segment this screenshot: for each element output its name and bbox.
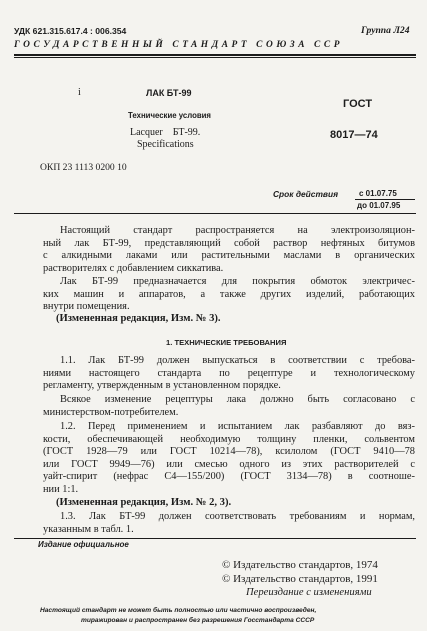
intro-paragraph-2 [43,276,415,314]
text-line: уайт-спирит (нефрас С4—155/200) (ГОСТ 3134—78) в соотноше- [43,471,415,483]
validity-label: Срок действия [273,189,339,199]
text-line: ких машин и аппаратов, а также других изделий, работающих [43,288,415,300]
validity-rule [14,213,416,214]
text-line: Лак БТ-99 предназначается для покрытия обмоток электричес- [60,276,415,287]
text-line: 1.3. Лак БТ-99 должен соответствовать требованиям и нормам, [60,511,415,522]
reissue-note: Переиздание с изменениями [246,587,372,598]
text-line: регламенту, утвержденным в установленном порядке. [43,380,281,392]
intro-paragraph-1 [43,225,415,275]
text-line: (ГОСТ 1928—79 или ГОСТ 10214—78), ксилолом (ГОСТ 9410—78 [43,446,415,458]
validity-divider [355,199,415,200]
validity-to: до 01.07.95 [357,201,401,210]
validity-from: с 01.07.75 [359,189,397,198]
reproduction-notice-line1: Настоящий стандарт не может быть полностью или частично воспроизведен, [40,607,317,614]
header-rule-bottom [14,57,416,58]
english-title-line2: Specifications [137,139,194,150]
clause-1-1 [43,355,415,393]
document-subtitle: Технические условия [128,111,211,120]
clause-1-2-revision-note: (Измененная редакция, Изм. № 2, 3). [56,497,232,508]
margin-marker: і [78,87,81,98]
gost-number: 8017—74 [330,129,378,141]
intro-revision-note: (Измененная редакция, Изм. № 3). [56,313,221,324]
gost-label: ГОСТ [343,98,373,110]
clause-1-1-approval [43,394,415,419]
text-line: или ГОСТ 9949—76) или смесью одного из этих растворителей с [43,458,415,470]
section-1-heading: 1. ТЕХНИЧЕСКИЕ ТРЕБОВАНИЯ [166,338,287,347]
text-line: внутри помещения. [43,301,130,313]
text-line: нии 1:1. [43,483,79,495]
text-line: министерством-потребителем. [43,406,179,418]
reproduction-notice-line2: тиражирован и распространен без разрешения Госстандарта СССР [81,617,315,624]
text-line: растворителях с добавлением сиккатива. [43,262,224,274]
text-line: указанным в табл. 1. [43,523,134,535]
english-title-line1: Lacquer БТ-99. [130,127,201,138]
text-line: ниями настоящего стандарта по рецептуре и технологическому [43,367,415,379]
clause-1-3 [43,511,415,536]
text-line: Всякое изменение рецептуры лака должно быть согласовано с [60,394,415,405]
clause-1-2 [43,421,415,497]
copyright-1991: © Издательство стандартов, 1991 [222,573,378,585]
text-line: ный лак БТ-99, представляющий собой раствор нефтяных битумов [43,237,415,249]
text-line: кости, обеспечивающей необходимую толщину пленки, сольвентом [43,433,415,445]
okp-code: ОКП 23 1113 0200 10 [40,162,127,173]
official-edition-label: Издание официальное [38,540,129,549]
text-line: Настоящий стандарт распространяется на электроизоляцион- [60,225,415,236]
copyright-1974: © Издательство стандартов, 1974 [222,559,378,571]
text-line: с алкидными лаками или растительными маслами в органических [43,250,415,262]
udk-code: УДК 621.315.617.4 : 006.354 [14,26,127,36]
group-code: Группа Л24 [361,25,410,36]
text-line: 1.1. Лак БТ-99 должен выпускаться в соответствии с требова- [60,355,415,366]
footer-rule-top [14,538,416,539]
text-line: 1.2. Перед применением и испытанием лак разбавляют до вяз- [60,421,415,432]
document-name: ЛАК БТ-99 [146,88,192,98]
standard-title: ГОСУДАРСТВЕННЫЙ СТАНДАРТ СОЮЗА ССР [14,40,344,50]
header-rule-top [14,54,416,56]
